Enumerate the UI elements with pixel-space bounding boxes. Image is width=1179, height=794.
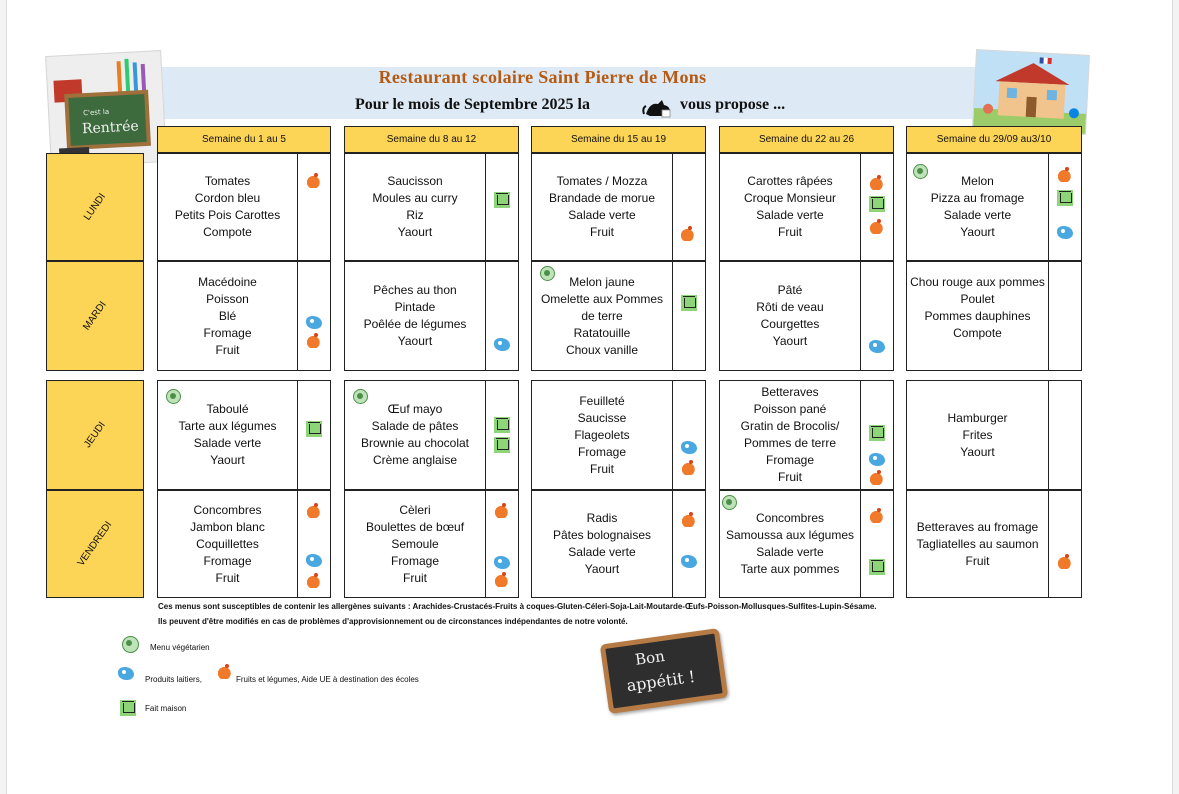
menu-items bbox=[532, 154, 672, 260]
menu-item: Fruit bbox=[215, 570, 240, 585]
fruit-icon bbox=[870, 509, 884, 523]
icon-column bbox=[485, 381, 518, 489]
menu-item: Yaourt bbox=[960, 444, 995, 459]
menu-item: Fruit bbox=[778, 470, 802, 484]
school-building-illustration bbox=[973, 50, 1090, 135]
homemade-icon bbox=[681, 295, 697, 311]
menu-item: Concombres bbox=[193, 502, 262, 517]
school-image bbox=[972, 49, 1090, 135]
homemade-icon bbox=[494, 437, 510, 453]
icon-column bbox=[860, 154, 893, 260]
dairy-icon bbox=[306, 316, 322, 329]
menu-item: Saucisse bbox=[577, 410, 627, 425]
menu-item: Coquillettes bbox=[196, 536, 259, 551]
dairy-icon bbox=[494, 556, 510, 569]
subtitle-start: Pour le mois de Septembre 2025 la bbox=[355, 96, 590, 113]
menu-item: Tarte aux légumes bbox=[178, 419, 277, 433]
fruit-icon bbox=[495, 504, 509, 518]
menu-item: Macédoine bbox=[198, 274, 257, 289]
dairy-icon bbox=[681, 555, 697, 568]
menu-item: Crème anglaise bbox=[372, 453, 458, 467]
menu-cell-mardi-w4 bbox=[719, 261, 894, 371]
fruit-icon bbox=[307, 334, 321, 348]
icon-column bbox=[485, 262, 518, 370]
menu-item: Fruit bbox=[403, 570, 427, 585]
menu-item: Samoussa aux légumes bbox=[725, 528, 855, 542]
menu-items bbox=[907, 491, 1048, 597]
menu-cell-vendredi-w1 bbox=[157, 490, 331, 598]
fruit-icon bbox=[307, 174, 321, 188]
menu-item: Hamburger bbox=[947, 410, 1008, 425]
icon-column bbox=[860, 381, 893, 489]
menu-item: Fromage bbox=[765, 453, 815, 467]
legend-vegetarian-icon bbox=[122, 636, 139, 653]
menu-item: Jambon blanc bbox=[190, 519, 265, 534]
legend-vegetarian: Menu végétarien bbox=[150, 643, 210, 652]
menu-items bbox=[158, 154, 297, 260]
day-label-jeudi: JEUDI bbox=[46, 380, 144, 490]
menu-item: Petits Pois Carottes bbox=[174, 208, 281, 222]
menu-item: Chou rouge aux pommes bbox=[910, 275, 1045, 289]
menu-items bbox=[345, 381, 485, 489]
menu-items bbox=[158, 262, 297, 370]
menu-item: de terre bbox=[581, 308, 623, 323]
menu-item: Melon jaune bbox=[569, 274, 635, 289]
homemade-icon bbox=[869, 196, 885, 212]
menu-item: Yaourt bbox=[960, 225, 995, 239]
menu-item: Semoule bbox=[391, 536, 439, 551]
menu-item: Taboulé bbox=[206, 402, 249, 416]
dairy-icon bbox=[869, 453, 885, 466]
fruit-icon bbox=[870, 220, 884, 234]
fruit-icon bbox=[870, 471, 884, 485]
day-label-lundi: LUNDI bbox=[46, 153, 144, 261]
icon-column bbox=[485, 491, 518, 597]
menu-item: Rôti de veau bbox=[756, 300, 824, 314]
menu-item: Courgettes bbox=[760, 317, 820, 331]
fruit-icon bbox=[307, 504, 321, 518]
menu-item: Poisson bbox=[206, 291, 249, 306]
menu-cell-lundi-w1 bbox=[157, 153, 331, 261]
menu-item: Feuilleté bbox=[579, 393, 625, 408]
menu-cell-jeudi-w4 bbox=[719, 380, 894, 490]
menu-items bbox=[532, 262, 672, 370]
menu-item: Œuf mayo bbox=[387, 402, 443, 416]
dairy-icon bbox=[869, 340, 885, 353]
menu-item: Pâtes bolognaises bbox=[552, 528, 652, 542]
menu-cell-vendredi-w4 bbox=[719, 490, 894, 598]
subtitle-end: vous propose ... bbox=[680, 96, 786, 113]
menu-item: Yaourt bbox=[397, 334, 433, 348]
menu-item: Brownie au chocolat bbox=[360, 436, 470, 450]
menu-items bbox=[345, 262, 485, 370]
icon-column bbox=[297, 491, 330, 597]
allergens-note: Ces menus sont susceptibles de contenir les allergènes suivants : Arachides-Crustacés-Fruits à coques-Gluten-Céleri-Soja-Lait-Moutarde-Œufs-Poisson-Mollusques-Sulfites-Lupin-Sésame. bbox=[158, 602, 877, 611]
dairy-icon bbox=[494, 338, 510, 351]
week-header-3: Semaine du 15 au 19 bbox=[531, 126, 706, 153]
dairy-icon bbox=[306, 554, 322, 567]
menu-items bbox=[345, 154, 485, 260]
fruit-icon bbox=[870, 176, 884, 190]
menu-item: Salade verte bbox=[193, 436, 262, 450]
menu-item: Compote bbox=[953, 326, 1002, 340]
menu-item: Pommes dauphines bbox=[924, 309, 1031, 323]
menu-item: Boulettes de bœuf bbox=[365, 519, 465, 534]
menu-item: Pâté bbox=[777, 283, 803, 297]
week-header-1: Semaine du 1 au 5 bbox=[157, 126, 331, 153]
menu-item: Moules au curry bbox=[372, 191, 458, 205]
menu-items bbox=[158, 381, 297, 489]
icon-column bbox=[672, 154, 705, 260]
menu-item: Pêches au thon bbox=[373, 283, 457, 297]
menu-item: Fromage bbox=[203, 325, 252, 340]
menu-item: Choux vanille bbox=[565, 342, 639, 357]
icon-column bbox=[297, 381, 330, 489]
fruit-icon bbox=[307, 574, 321, 588]
icon-column bbox=[1048, 381, 1081, 489]
menu-item: Fruit bbox=[590, 461, 614, 476]
menu-item: Salade verte bbox=[943, 208, 1012, 222]
rentree-image bbox=[45, 50, 167, 168]
fruit-icon bbox=[495, 573, 509, 587]
menu-items bbox=[907, 154, 1048, 260]
menu-cell-jeudi-w2 bbox=[344, 380, 519, 490]
menu-cell-mardi-w1 bbox=[157, 261, 331, 371]
homemade-icon bbox=[306, 421, 322, 437]
menu-cell-jeudi-w1 bbox=[157, 380, 331, 490]
menu-item: Tomates / Mozza bbox=[556, 174, 648, 188]
changes-note: Ils peuvent d'être modifiés en cas de problèmes d'approvisionnement ou de circonstances indépendantes de notre volonté. bbox=[158, 617, 628, 626]
legend-homemade-icon bbox=[120, 700, 136, 716]
menu-items bbox=[720, 491, 860, 597]
menu-item: Pizza au fromage bbox=[930, 191, 1025, 205]
menu-item: Fromage bbox=[203, 553, 252, 568]
icon-column bbox=[485, 154, 518, 260]
fruit-icon bbox=[681, 227, 695, 241]
chalkboard-line-2: appétit ! bbox=[625, 666, 697, 696]
menu-items bbox=[720, 262, 860, 370]
menu-item: Pommes de terre bbox=[743, 436, 837, 450]
school-supplies-illustration bbox=[46, 51, 167, 168]
menu-item: Salade verte bbox=[756, 208, 824, 222]
page-title: Restaurant scolaire Saint Pierre de Mons bbox=[378, 67, 707, 87]
menu-item: Tomates bbox=[204, 174, 251, 188]
icon-column bbox=[1048, 491, 1081, 597]
menu-item: Fruit bbox=[965, 553, 990, 568]
fruit-icon bbox=[682, 461, 696, 475]
menu-cell-lundi-w2 bbox=[344, 153, 519, 261]
legend-homemade: Fait maison bbox=[145, 704, 187, 713]
menu-item: Yaourt bbox=[772, 334, 808, 348]
week-header-5: Semaine du 29/09 au3/10 bbox=[906, 126, 1082, 153]
week-header-4: Semaine du 22 au 26 bbox=[719, 126, 894, 153]
menu-item: Fromage bbox=[390, 553, 440, 568]
menu-item: Pintade bbox=[394, 300, 436, 314]
fruit-icon bbox=[1058, 555, 1072, 569]
menu-item: Carottes râpées bbox=[747, 174, 833, 188]
menu-item: Fruit bbox=[215, 342, 240, 357]
day-label-mardi: MARDI bbox=[46, 261, 144, 371]
menu-cell-jeudi-w3 bbox=[531, 380, 706, 490]
menu-item: Yaourt bbox=[397, 225, 433, 239]
icon-column bbox=[297, 154, 330, 260]
legend-dairy: Produits laitiers, bbox=[145, 675, 202, 684]
rentree-text: Rentrée bbox=[81, 118, 140, 138]
legend-fruit-icon bbox=[218, 665, 232, 679]
menu-item: Tarte aux pommes bbox=[740, 562, 840, 576]
menu-item: Cèleri bbox=[399, 502, 431, 517]
menu-item: Fruit bbox=[778, 225, 802, 239]
menu-item: Ratatouille bbox=[573, 325, 631, 340]
menu-item: Fruit bbox=[590, 225, 614, 239]
icon-column bbox=[672, 381, 705, 489]
menu-item: Salade de pâtes bbox=[371, 419, 459, 433]
menu-item: Riz bbox=[406, 208, 424, 222]
menu-cell-vendredi-w2 bbox=[344, 490, 519, 598]
week-header-2: Semaine du 8 au 12 bbox=[344, 126, 519, 153]
icon-column bbox=[297, 262, 330, 370]
menu-cell-lundi-w4 bbox=[719, 153, 894, 261]
homemade-icon bbox=[869, 425, 885, 441]
menu-item: Saucisson bbox=[387, 174, 443, 188]
icon-column bbox=[860, 491, 893, 597]
menu-cell-mardi-w2 bbox=[344, 261, 519, 371]
homemade-icon bbox=[869, 559, 885, 575]
menu-item: Salade verte bbox=[568, 208, 636, 222]
menu-item: Betteraves au fromage bbox=[916, 519, 1039, 534]
menu-cell-vendredi-w3 bbox=[531, 490, 706, 598]
menu-item: Fromage bbox=[577, 444, 627, 459]
fruit-icon bbox=[1058, 168, 1072, 182]
legend-fruits: Fruits et légumes, Aide UE à destination des écoles bbox=[236, 675, 419, 684]
menu-items bbox=[907, 381, 1048, 489]
homemade-icon bbox=[494, 192, 510, 208]
menu-items bbox=[720, 154, 860, 260]
menu-item: Salade verte bbox=[568, 545, 636, 559]
menu-items bbox=[532, 381, 672, 489]
menu-items bbox=[345, 491, 485, 597]
menu-item: Blé bbox=[218, 308, 237, 323]
menu-cell-mardi-w3 bbox=[531, 261, 706, 371]
dairy-icon bbox=[1057, 226, 1073, 239]
menu-item: Frites bbox=[962, 427, 993, 442]
dairy-icon bbox=[681, 441, 697, 454]
menu-item: Brandade de morue bbox=[548, 191, 656, 205]
menu-item: Poulet bbox=[960, 292, 995, 306]
menu-item: Yaourt bbox=[210, 453, 245, 467]
menu-item: Concombres bbox=[755, 511, 825, 525]
fruit-icon bbox=[682, 513, 696, 527]
menu-cell-jeudi-w5 bbox=[906, 380, 1082, 490]
menu-items bbox=[532, 491, 672, 597]
menu-item: Yaourt bbox=[584, 562, 620, 576]
legend-dairy-icon bbox=[118, 667, 134, 680]
menu-item: Cordon bleu bbox=[194, 191, 261, 205]
menu-item: Poêlée de légumes bbox=[363, 317, 467, 331]
menu-items bbox=[720, 381, 860, 489]
menu-cell-lundi-w3 bbox=[531, 153, 706, 261]
cat-icon bbox=[640, 94, 676, 120]
icon-column bbox=[672, 491, 705, 597]
menu-cell-vendredi-w5 bbox=[906, 490, 1082, 598]
menu-cell-lundi-w5 bbox=[906, 153, 1082, 261]
rentree-small-text: C'est la bbox=[82, 107, 110, 118]
menu-item: Flageolets bbox=[574, 427, 630, 442]
icon-column bbox=[860, 262, 893, 370]
menu-item: Melon bbox=[961, 174, 994, 188]
homemade-icon bbox=[494, 417, 510, 433]
menu-item: Betteraves bbox=[761, 385, 819, 399]
icon-column bbox=[1048, 262, 1081, 370]
icon-column bbox=[1048, 154, 1081, 260]
menu-item: Salade verte bbox=[756, 545, 824, 559]
chalkboard-line-1: Bon bbox=[633, 646, 666, 669]
homemade-icon bbox=[1057, 190, 1073, 206]
menu-item: Tagliatelles au saumon bbox=[916, 536, 1039, 551]
day-label-vendredi: VENDREDI bbox=[46, 490, 144, 598]
menu-item: Compote bbox=[203, 225, 252, 239]
menu-items bbox=[158, 491, 297, 597]
menu-item: Radis bbox=[586, 511, 618, 525]
menu-item: Croque Monsieur bbox=[743, 191, 837, 205]
menu-items bbox=[907, 262, 1048, 370]
menu-item: Poisson pané bbox=[753, 402, 827, 416]
menu-item: Gratin de Brocolis/ bbox=[740, 419, 840, 433]
menu-cell-mardi-w5 bbox=[906, 261, 1082, 371]
menu-item: Omelette aux Pommes bbox=[540, 291, 664, 306]
icon-column bbox=[672, 262, 705, 370]
